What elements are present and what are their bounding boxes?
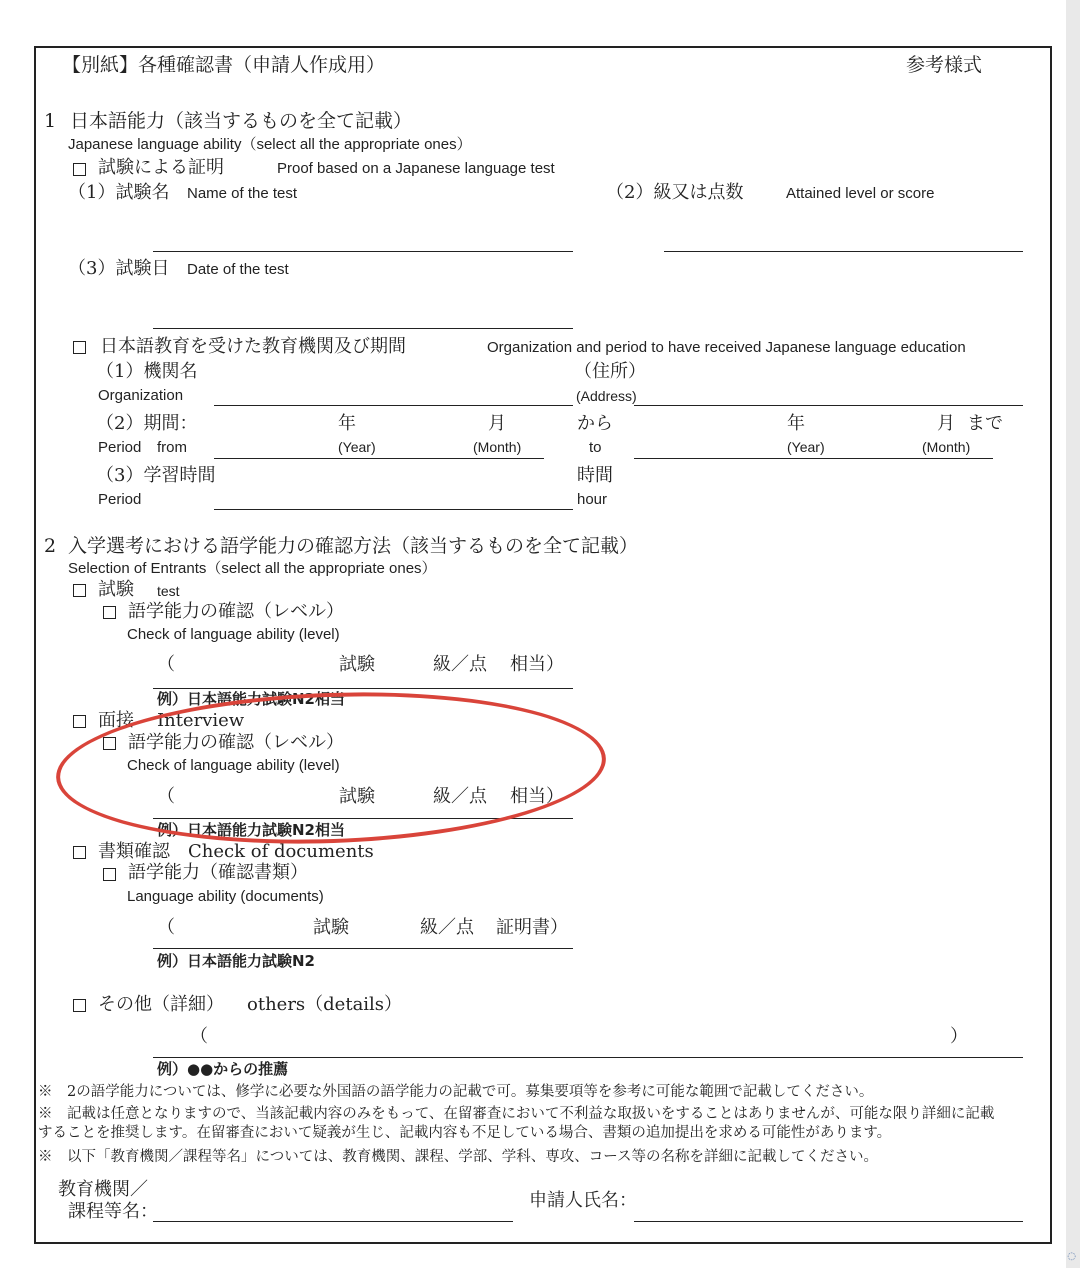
form-title: 【別紙】各種確認書（申請人作成用）: [62, 54, 386, 76]
hours-unit-jp: 時間: [577, 465, 613, 486]
interview-level-label-jp: 語学能力の確認（レベル）: [128, 732, 344, 753]
documents-checkbox[interactable]: [73, 846, 86, 859]
section1-title-jp: 日本語能力（該当するものを全て記載）: [70, 110, 413, 132]
documents-label-jp: 書類確認: [98, 841, 170, 862]
period-start-field[interactable]: [214, 458, 544, 459]
documents-example: 例）日本語能力試験N2: [157, 952, 315, 970]
start-year-label-en: (Year): [338, 439, 376, 455]
documents-ability-label-en: Language ability (documents): [127, 888, 324, 905]
level-field[interactable]: [664, 251, 1023, 252]
note-line-4: ※ 以下「教育機関／課程等名」については、教育機関、課程、学部、学科、専攻、コース等の名称を詳細に記載してください。: [38, 1149, 878, 1165]
study-hours-label-en: Period: [98, 491, 142, 508]
period-label-en: Period: [98, 439, 142, 456]
interview-level-label-en: Check of language ability (level): [127, 757, 340, 774]
others-example: 例）●●からの推薦: [157, 1060, 289, 1078]
test-name-label-jp: （1）試験名: [68, 182, 170, 203]
interview-shiken-label: 試験: [339, 786, 375, 807]
page-edge-shadow: [1066, 0, 1080, 1268]
test-level-label-jp: 語学能力の確認（レベル）: [128, 601, 344, 622]
documents-paren-open: （: [157, 917, 175, 938]
start-month-label-jp: 月: [488, 413, 506, 434]
end-month-label-en: (Month): [922, 439, 971, 455]
period-end-field[interactable]: [634, 458, 993, 459]
level-label-jp: （2）級又は点数: [606, 182, 744, 203]
start-month-label-en: (Month): [473, 439, 522, 455]
institution-label-line1: 教育機関／: [58, 1179, 148, 1200]
reference-form-label: 参考様式: [906, 54, 983, 76]
others-paren-close: ）: [950, 1026, 968, 1047]
interview-soutou-label: 相当）: [510, 786, 564, 807]
interview-checkbox[interactable]: [73, 715, 86, 728]
interview-paren-open: （: [157, 786, 175, 807]
test-proof-checkbox[interactable]: [73, 163, 86, 176]
test-name-label-en: Name of the test: [187, 185, 298, 202]
test-paren-open: （: [157, 654, 175, 675]
interview-label-en: Interview: [157, 710, 245, 731]
study-hours-label-jp: （3）学習時間: [96, 465, 216, 486]
applicant-name-label: 申請人氏名：: [529, 1190, 637, 1211]
end-year-label-jp: 年: [787, 413, 805, 434]
education-checkbox[interactable]: [73, 341, 86, 354]
period-to-label: to: [589, 439, 602, 456]
interview-label-jp: 面接: [98, 710, 134, 731]
test-name-field[interactable]: [153, 251, 573, 252]
address-label-jp: （住所）: [574, 361, 646, 382]
level-label-en: Attained level or score: [786, 185, 935, 202]
hours-unit-en: hour: [577, 491, 608, 508]
documents-ability-label-jp: 語学能力（確認書類）: [128, 862, 308, 883]
org-label-en: Organization: [98, 387, 184, 404]
others-paren-open: （: [190, 1026, 208, 1047]
section1-title-en: Japanese language ability（select all the appropriate ones）: [68, 136, 472, 153]
period-label-jp: （2）期間：: [96, 413, 198, 434]
test-date-label-jp: （3）試験日: [68, 258, 170, 279]
documents-shiken-label: 試験: [313, 917, 349, 938]
org-field[interactable]: [214, 405, 573, 406]
study-hours-field[interactable]: [214, 509, 573, 510]
interview-example: 例）日本語能力試験N2相当: [157, 821, 345, 839]
institution-field[interactable]: [153, 1221, 513, 1222]
test-shiken-label: 試験: [339, 654, 375, 675]
education-label-en: Organization and period to have received Japanese language education: [487, 339, 966, 356]
education-label-jp: 日本語教育を受けた教育機関及び期間: [100, 336, 406, 357]
others-checkbox[interactable]: [73, 999, 86, 1012]
test-level-checkbox[interactable]: [103, 606, 116, 619]
applicant-name-field[interactable]: [634, 1221, 1023, 1222]
others-label-jp: その他（詳細）: [98, 994, 224, 1015]
test-date-label-en: Date of the test: [187, 261, 289, 278]
note-line-3: することを推奨します。在留審査において疑義が生じ、記載内容も不足している場合、書類の追加提出を求める可能性があります。: [38, 1125, 892, 1141]
end-month-label-jp: 月: [937, 413, 955, 434]
test-proof-label-jp: 試験による証明: [98, 157, 224, 178]
start-year-label-jp: 年: [338, 413, 356, 434]
selection-test-label-en: test: [157, 583, 180, 599]
note-line-1: ※ 2の語学能力については、修学に必要な外国語の語学能力の記載で可。募集要項等を参考に可能な範囲で記載してください。: [38, 1084, 874, 1100]
section2-title-en: Selection of Entrants（select all the appropriate ones）: [68, 560, 437, 577]
address-label-en: (Address): [576, 388, 637, 404]
test-level-field[interactable]: [153, 688, 573, 689]
selection-test-checkbox[interactable]: [73, 584, 86, 597]
corner-logo-icon: ◌: [1067, 1251, 1076, 1262]
documents-label-en: Check of documents: [188, 841, 374, 862]
test-example: 例）日本語能力試験N2相当: [157, 690, 345, 708]
institution-label-line2: 課程等名：: [68, 1201, 158, 1222]
section2-number: 2: [44, 535, 57, 557]
interview-kyu-label: 級／点: [433, 786, 487, 807]
others-label-en: others（details）: [247, 994, 403, 1015]
others-details-field[interactable]: [153, 1057, 1023, 1058]
end-year-label-en: (Year): [787, 439, 825, 455]
test-proof-label-en: Proof based on a Japanese language test: [277, 160, 555, 177]
test-level-label-en: Check of language ability (level): [127, 626, 340, 643]
documents-ability-checkbox[interactable]: [103, 868, 116, 881]
period-from-label: from: [157, 439, 187, 456]
note-line-2: ※ 記載は任意となりますので、当該記載内容のみをもって、在留審査において不利益な取扱いをすることはありませんが、可能な限り詳細に記載: [38, 1106, 995, 1122]
documents-ability-field[interactable]: [153, 948, 573, 949]
period-kara-label: から: [577, 413, 613, 434]
test-soutou-label: 相当）: [510, 654, 564, 675]
documents-kyu-label: 級／点: [420, 917, 474, 938]
period-made-label: まで: [967, 413, 1003, 434]
documents-shoumei-label: 証明書）: [496, 917, 568, 938]
test-kyu-label: 級／点: [433, 654, 487, 675]
section2-title-jp: 入学選考における語学能力の確認方法（該当するものを全て記載）: [68, 535, 639, 557]
section1-number: 1: [44, 110, 57, 132]
org-label-jp: （1）機関名: [96, 361, 198, 382]
test-date-field[interactable]: [153, 328, 573, 329]
address-field[interactable]: [634, 405, 1023, 406]
selection-test-label-jp: 試験: [98, 579, 134, 600]
